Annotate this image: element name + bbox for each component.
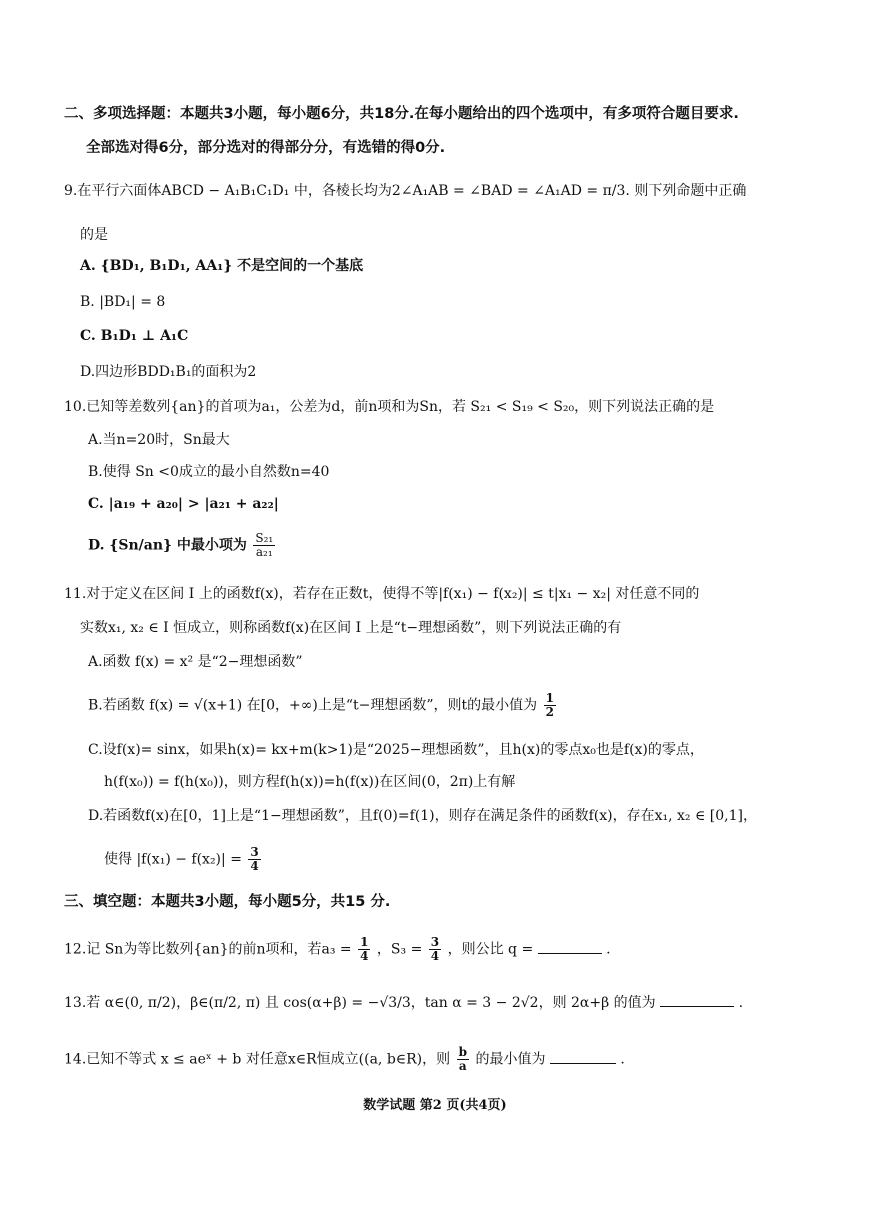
q14-text-start: 14.已知不等式 x ≤ aeˣ + b 对任意x∈R恒成立((a, b∈R)，则: [64, 1051, 451, 1068]
q11-d-numerator: 3: [250, 845, 259, 859]
q12-answer-blank[interactable]: [538, 939, 602, 954]
q11-d-denominator: 4: [250, 859, 259, 873]
q14-numerator: b: [458, 1045, 467, 1059]
q9-option-a: A. {BD₁, B₁D₁, AA₁} 不是空间的一个基底: [80, 258, 364, 274]
q9-option-b: B. |BD₁| = 8: [80, 294, 166, 310]
q12-f2-denominator: 4: [430, 949, 440, 963]
q9-option-d: D.四边形BDD₁B₁的面积为2: [80, 364, 257, 380]
q12-text-mid: ，S₃ =: [376, 941, 423, 958]
q10-d-denominator: a₂₁: [255, 545, 273, 559]
q11-option-c-line2: h(f(x₀)) = f(h(x₀))，则方程f(h(x))=h(f(x))在区间(0，2π)上有解: [104, 774, 516, 790]
q11-option-d-line2: [104, 846, 263, 873]
q11-stem: 11.对于定义在区间 I 上的函数f(x)，若存在正数t，使得不等|f(x₁) − f(x₂)| ≤ t|x₁ − x₂| 对任意不同的: [64, 586, 700, 602]
q12-text-end: ，则公比 q =: [447, 941, 534, 958]
q13-answer-blank[interactable]: [660, 992, 734, 1007]
q10-option-b: B.使得 Sn <0成立的最小自然数n=40: [88, 464, 330, 480]
q12-fraction-1: [358, 936, 370, 963]
q11-option-a: A.函数 f(x) = x² 是“2−理想函数”: [88, 654, 303, 670]
q11-option-b-fraction: [544, 692, 556, 719]
q11-option-b-text: B.若函数 f(x) = √(x+1) 在[0，+∞)上是“t−理想函数”，则t的最小值为: [88, 697, 538, 714]
q14-period: .: [620, 1051, 625, 1068]
q11-option-d-line1: D.若函数f(x)在[0，1]上是“1−理想函数”，且f(0)=f(1)，则存在满足条件的函数f(x)，存在x₁, x₂ ∈ [0,1]，: [88, 808, 757, 824]
q12-fraction-2: [429, 936, 441, 963]
q12-text-start: 12.记 Sn为等比数列{an}的前n项和，若a₃ =: [64, 941, 352, 958]
q11-option-d-fraction: [248, 846, 260, 873]
q10-stem: 10.已知等差数列{an}的首项为a₁，公差为d，前n项和为Sn，若 S₂₁ < S₁₉ < S₂₀，则下列说法正确的是: [64, 399, 715, 415]
q10-d-numerator: S₂₁: [255, 531, 274, 545]
q12: [64, 936, 611, 963]
q11-b-numerator: 1: [545, 691, 554, 705]
q12-f2-numerator: 3: [430, 935, 440, 949]
q14-denominator: a: [458, 1059, 467, 1073]
q11-b-denominator: 2: [545, 705, 554, 719]
q14-text-end: 的最小值为: [475, 1051, 546, 1068]
q14: [64, 1046, 625, 1073]
q10-option-d-fraction: [253, 532, 275, 559]
section2-heading: 二、多项选择题：本题共3小题，每小题6分，共18分.在每小题给出的四个选项中，有多项符合题目要求.: [64, 106, 739, 122]
q9-stem-cont: 的是: [80, 227, 108, 243]
section3-heading: 三、填空题：本题共3小题，每小题5分，共15 分.: [64, 894, 391, 910]
q12-f1-numerator: 1: [360, 935, 369, 949]
q14-answer-blank[interactable]: [550, 1049, 616, 1064]
q9-option-c: C. B₁D₁ ⊥ A₁C: [80, 328, 189, 344]
q14-fraction: [457, 1046, 469, 1073]
q11-option-d-text: 使得 |f(x₁) − f(x₂)| =: [104, 851, 242, 868]
page-footer: 数学试题 第2 页(共4页): [363, 1098, 507, 1113]
q11-option-b: [88, 692, 558, 719]
q12-f1-denominator: 4: [360, 949, 369, 963]
q12-period: .: [606, 941, 611, 958]
q10-option-a: A.当n=20时，Sn最大: [88, 432, 230, 448]
q10-option-d: [88, 532, 277, 559]
q13-period: .: [738, 995, 744, 1011]
q13: [64, 992, 743, 1013]
q13-text: 13.若 α∈(0, π/2)，β∈(π/2, π) 且 cos(α+β) = −√3/3，tan α = 3 − 2√2，则 2α+β 的值为: [64, 995, 656, 1011]
q9-stem: 9.在平行六面体ABCD − A₁B₁C₁D₁ 中，各棱长均为2∠A₁AB = ∠BAD = ∠A₁AD = π/3. 则下列命题中正确: [64, 183, 747, 199]
q11-option-c-line1: C.设f(x)= sinx，如果h(x)= kx+m(k>1)是“2025−理想函数”，且h(x)的零点x₀也是f(x)的零点，: [88, 742, 704, 758]
section2-scoring: 全部选对得6分，部分选对的得部分分，有选错的得0分.: [86, 140, 446, 156]
q10-option-d-text: D. {Sn/an} 中最小项为: [88, 537, 247, 554]
q11-stem-cont: 实数x₁, x₂ ∈ I 恒成立，则称函数f(x)在区间 I 上是“t−理想函数”，则下列说法正确的有: [80, 620, 622, 636]
q10-option-c: C. |a₁₉ + a₂₀| > |a₂₁ + a₂₂|: [88, 496, 279, 512]
